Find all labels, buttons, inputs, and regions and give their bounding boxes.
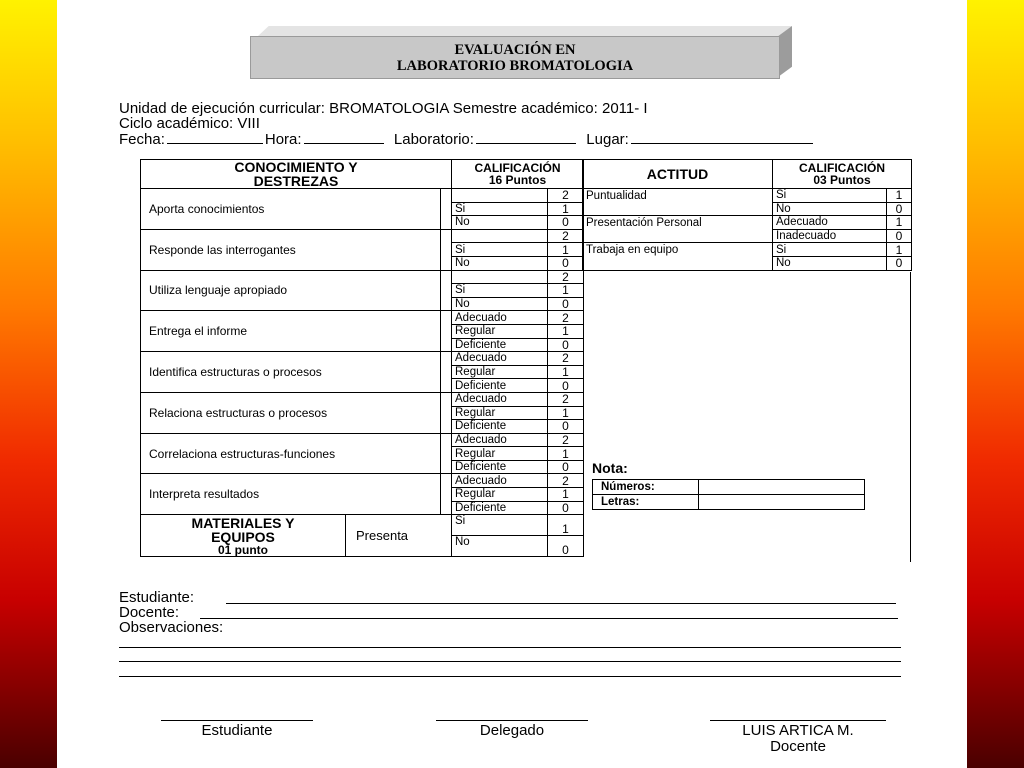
attitude-score-header-l1: CALIFICACIÓN [799,161,885,175]
knowledge-row [141,229,584,243]
teacher-signature-line [710,720,886,721]
criterion-gap [441,229,452,270]
fecha-field[interactable] [167,130,263,144]
attitude-criterion: Presentación Personal [583,216,773,230]
numeros-label: Números: [593,480,699,495]
laboratorio-field[interactable] [476,130,576,144]
score-cell[interactable]: 2 [548,229,584,243]
score-cell[interactable]: 0 [548,338,584,352]
option-label: Regular [452,324,548,338]
student-signature [161,720,313,739]
teacher-line: Docente: [119,604,180,621]
option-label: No [452,297,548,311]
score-cell[interactable]: 1 [548,243,584,257]
lugar-field[interactable] [631,130,813,144]
observations-line-1[interactable] [119,647,901,648]
criterion-gap [441,311,452,352]
attitude-criterion: Puntualidad [583,189,773,203]
materials-header-l1: MATERIALES Y [191,514,295,531]
option-label: Regular [452,365,548,379]
score-cell[interactable]: 1 [887,243,912,257]
left-gradient-bar [0,0,57,768]
title-box-top-face [258,26,792,36]
hora-field[interactable] [304,130,384,144]
attitude-row [583,189,912,203]
nota-table [592,479,865,510]
laboratorio-label: Laboratorio: [393,131,474,148]
option-label: Si [452,515,548,536]
option-label: No [773,256,887,270]
option-label: Regular [452,447,548,461]
attitude-table [582,159,912,271]
score-cell[interactable]: 0 [887,202,912,216]
knowledge-row [141,352,584,366]
cycle-line: Ciclo académico: VIII [119,115,260,132]
lugar-label: Lugar: [586,131,629,148]
materials-header-l3: 01 punto [218,542,268,557]
option-label: Deficiente [452,338,548,352]
option-label: Deficiente [452,501,548,515]
criterion-gap [441,392,452,433]
score-cell[interactable]: 1 [548,406,584,420]
materials-header-l2: EQUIPOS [211,528,275,545]
option-label: Si [452,243,548,257]
option-label: Adecuado [452,311,548,325]
knowledge-header-l1: CONOCIMIENTO Y [234,159,358,175]
nota-label: Nota: [592,460,628,476]
teacher-signature-name: LUIS ARTICA M. [742,722,854,739]
knowledge-skills-table [140,159,584,557]
materials-row [141,515,584,536]
materials-header [141,515,346,557]
option-label [452,189,548,203]
option-label: Regular [452,488,548,502]
option-label: Adecuado [452,352,548,366]
score-cell[interactable]: 0 [548,256,584,270]
option-label: Deficiente [452,420,548,434]
score-cell[interactable]: 1 [548,202,584,216]
option-label: No [773,202,887,216]
hora-label: Hora: [264,131,302,148]
option-label: Regular [452,406,548,420]
score-cell[interactable]: 1 [548,365,584,379]
score-cell[interactable]: 0 [548,501,584,515]
letras-field[interactable] [699,495,865,510]
knowledge-header [141,160,452,189]
score-cell[interactable]: 0 [548,536,584,557]
attitude-row [583,256,912,270]
knowledge-row [141,311,584,325]
score-cell[interactable]: 1 [887,216,912,230]
score-cell[interactable]: 2 [548,189,584,203]
form-title-line2: LABORATORIO BROMATOLOGIA [396,57,634,74]
criterion-gap [441,433,452,474]
attitude-criterion [583,202,773,216]
criterion-label: Entrega el informe [141,311,441,352]
score-cell[interactable]: 2 [548,433,584,447]
materials-presenta: Presenta [346,515,452,557]
attitude-row [583,229,912,243]
observations-label: Observaciones: [119,619,224,636]
attitude-criterion [583,229,773,243]
knowledge-row [141,474,584,488]
observations-line-3[interactable] [119,676,901,677]
knowledge-score-header-l1: CALIFICACIÓN [474,161,561,175]
score-cell[interactable]: 1 [548,324,584,338]
option-label: No [452,256,548,270]
score-cell[interactable]: 0 [548,216,584,230]
criterion-label: Aporta conocimientos [141,189,441,230]
option-label: Si [452,284,548,298]
criterion-label: Correlaciona estructuras-funciones [141,433,441,474]
score-cell[interactable]: 1 [887,189,912,203]
criterion-gap [441,189,452,230]
course-line: Unidad de ejecución curricular: BROMATOLOGIA Semestre académico: 2011- I [119,100,648,117]
option-label: Si [773,243,887,257]
criterion-gap [441,474,452,515]
delegate-signature-line [436,720,588,721]
delegate-signature [436,720,588,739]
teacher-signature [710,720,886,755]
teacher-field[interactable] [200,618,898,619]
option-label: Adecuado [773,216,887,230]
criterion-label: Relaciona estructuras o procesos [141,392,441,433]
score-cell[interactable]: 0 [548,297,584,311]
score-cell[interactable]: 2 [548,352,584,366]
teacher-signature-role: Docente [770,738,826,755]
criterion-label: Identifica estructuras o procesos [141,352,441,393]
form-title [250,36,780,79]
knowledge-row [141,189,584,203]
option-label: Deficiente [452,460,548,474]
option-label: Adecuado [452,392,548,406]
criterion-gap [441,352,452,393]
knowledge-row [141,392,584,406]
criterion-label: Responde las interrogantes [141,229,441,270]
option-label: No [452,536,548,557]
date-time-line [119,130,815,148]
score-cell[interactable]: 0 [548,460,584,474]
score-cell[interactable]: 0 [887,256,912,270]
student-field[interactable] [226,603,896,604]
attitude-header: ACTITUD [583,160,773,189]
observations-line-2[interactable] [119,661,901,662]
attitude-row [583,216,912,230]
numeros-field[interactable] [699,480,865,495]
criterion-label: Utiliza lenguaje apropiado [141,270,441,311]
letras-label: Letras: [593,495,699,510]
attitude-score-header [773,160,912,189]
attitude-row [583,243,912,257]
option-label: Si [452,202,548,216]
option-label [452,270,548,284]
option-label [452,229,548,243]
knowledge-row [141,270,584,284]
right-table-frame [910,272,911,562]
score-cell[interactable]: 2 [548,270,584,284]
score-cell[interactable]: 0 [548,420,584,434]
option-label: Si [773,189,887,203]
criterion-label: Interpreta resultados [141,474,441,515]
option-label: Adecuado [452,474,548,488]
score-cell[interactable]: 1 [548,488,584,502]
score-cell[interactable]: 2 [548,474,584,488]
attitude-score-header-l2: 03 Puntos [813,173,871,187]
criterion-gap [441,270,452,311]
student-line: Estudiante: [119,589,195,606]
score-cell[interactable]: 1 [548,515,584,536]
knowledge-row [141,433,584,447]
right-gradient-bar [967,0,1024,768]
option-label: Adecuado [452,433,548,447]
fecha-label: Fecha: [119,131,165,148]
delegate-signature-label: Delegado [479,722,545,739]
score-cell[interactable]: 1 [548,284,584,298]
attitude-criterion [583,256,773,270]
knowledge-score-header [452,160,584,189]
option-label: No [452,216,548,230]
form-title-line1: EVALUACIÓN EN [454,41,576,58]
score-cell[interactable]: 0 [887,229,912,243]
score-cell[interactable]: 2 [548,392,584,406]
attitude-criterion: Trabaja en equipo [583,243,773,257]
attitude-row [583,202,912,216]
student-signature-line [161,720,313,721]
score-cell[interactable]: 0 [548,379,584,393]
option-label: Inadecuado [773,229,887,243]
score-cell[interactable]: 2 [548,311,584,325]
knowledge-header-l2: DESTREZAS [253,173,339,189]
option-label: Deficiente [452,379,548,393]
score-cell[interactable]: 1 [548,447,584,461]
student-signature-label: Estudiante [201,722,273,739]
knowledge-score-header-l2: 16 Puntos [488,173,547,187]
